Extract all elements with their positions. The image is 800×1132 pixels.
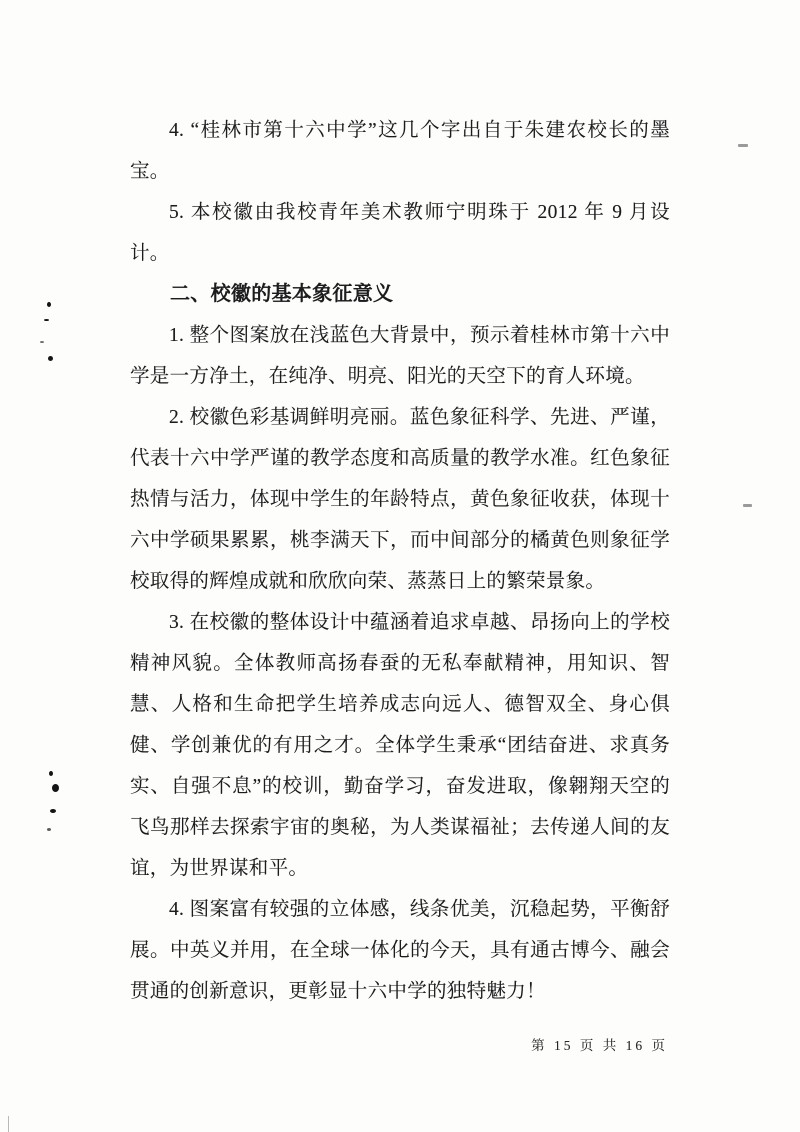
ink-speck bbox=[47, 828, 51, 831]
ink-speck bbox=[47, 302, 51, 307]
ink-speck bbox=[48, 356, 53, 361]
paragraph-3: 3. 在校徽的整体设计中蕴涵着追求卓越、昂扬向上的学校精神风貌。全体教师高扬春蚕的无私奉献精神，用知识、智慧、人格和生命把学生培养成志向远人、德智双全、身心俱健、学创兼优的有用之才。全体学生秉承“团结奋进、求真务实、自强不息”的校训，勤奋学习，奋发进取，像翱翔天空的飞鸟那样去探索宇宙的奥秘，为人类谋福祉；去传递人间的友谊，为世界谋和平。 bbox=[130, 612, 670, 879]
list-item-5: 5. 本校徽由我校青年美术教师宁明珠于 2012 年 9 月设计。 bbox=[130, 202, 670, 264]
paragraph-2: 2. 校徽色彩基调鲜明亮丽。蓝色象征科学、先进、严谨，代表十六中学严谨的教学态度和高质量的教学水准。红色象征热情与活力，体现中学生的年龄特点，黄色象征收获，体现十六中学硕果累累，桃李满天下，而中间部分的橘黄色则象征学校取得的辉煌成就和欣欣向荣、蒸蒸日上的繁荣景象。 bbox=[130, 407, 670, 592]
scan-smudge bbox=[738, 144, 748, 147]
paragraph-4: 4. 图案富有较强的立体感，线条优美，沉稳起势，平衡舒展。中英义并用，在全球一体化的今天，具有通古博今、融会贯通的创新意识，更彰显十六中学的独特魅力！ bbox=[130, 899, 670, 1002]
document-body bbox=[130, 110, 670, 1012]
scan-smudge bbox=[743, 504, 752, 507]
ink-speck bbox=[40, 341, 44, 343]
ink-speck bbox=[44, 319, 49, 321]
page-number-footer: 第 15 页 共 16 页 bbox=[531, 1038, 668, 1053]
ink-speck bbox=[52, 784, 59, 792]
section-heading: 二、校徽的基本象征意义 bbox=[170, 283, 394, 305]
ink-speck bbox=[49, 771, 53, 776]
paragraph-1: 1. 整个图案放在浅蓝色大背景中，预示着桂林市第十六中学是一方净土，在纯净、明亮、阳光的天空下的育人环境。 bbox=[130, 325, 670, 387]
ink-speck bbox=[50, 809, 56, 813]
scan-edge-artifact bbox=[8, 1116, 9, 1132]
list-item-4: 4. “桂林市第十六中学”这几个字出自于朱建农校长的墨宝。 bbox=[130, 120, 670, 182]
